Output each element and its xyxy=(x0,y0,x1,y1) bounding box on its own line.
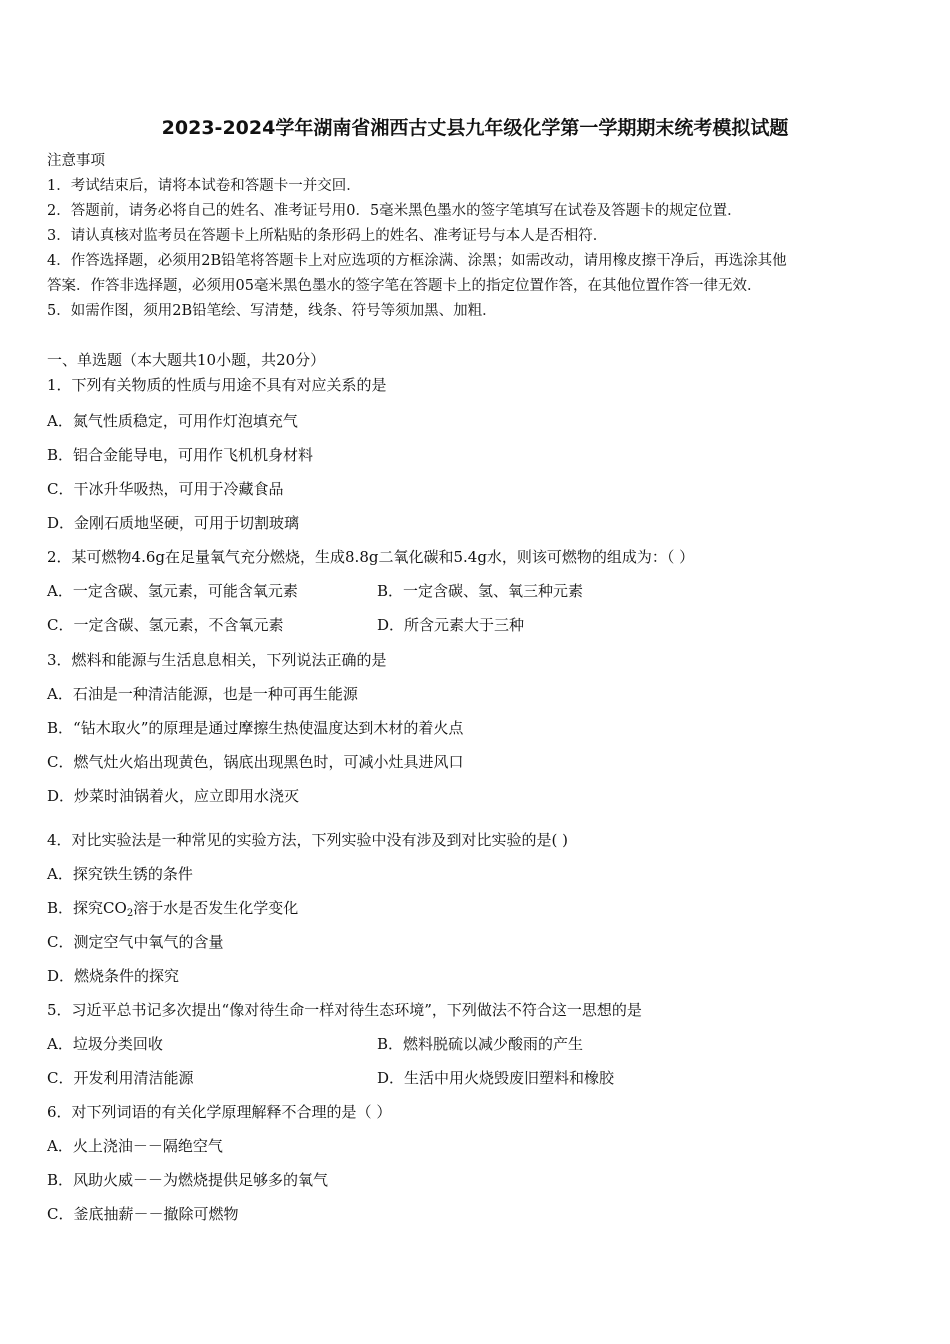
question-5-option-a: A．垃圾分类回收 xyxy=(47,1035,163,1053)
question-4-option-a: A．探究铁生锈的条件 xyxy=(47,865,193,883)
question-3-stem: 3．燃料和能源与生活息息相关，下列说法正确的是 xyxy=(47,651,387,669)
question-4-option-b-subscript: 2 xyxy=(126,908,134,919)
question-5-option-b: B．燃料脱硫以减少酸雨的产生 xyxy=(377,1035,584,1053)
question-4-stem: 4．对比实验法是一种常见的实验方法，下列实验中没有涉及到对比实验的是( ) xyxy=(47,831,569,849)
question-4-option-b xyxy=(47,898,298,918)
question-6-option-c: C．釜底抽薪－－撤除可燃物 xyxy=(47,1205,239,1223)
question-4-option-d: D．燃烧条件的探究 xyxy=(47,967,180,985)
question-3-option-c: C．燃气灶火焰出现黄色，锅底出现黑色时，可减小灶具进风口 xyxy=(47,753,464,771)
question-6-option-b: B．风助火威－－为燃烧提供足够多的氧气 xyxy=(47,1171,329,1189)
question-5-option-c: C．开发利用清洁能源 xyxy=(47,1069,194,1087)
notice-item-4: 4．作答选择题，必须用2B铅笔将答题卡上对应选项的方框涂满、涂黑；如需改动，请用橡皮擦干净后，再选涂其他 xyxy=(47,253,787,269)
question-5-stem: 5．习近平总书记多次提出“像对待生命一样对待生态环境”，下列做法不符合这一思想的是 xyxy=(47,1001,642,1019)
question-5-option-d: D．生活中用火烧毁废旧塑料和橡胶 xyxy=(377,1069,615,1087)
notice-item-3: 3．请认真核对监考员在答题卡上所粘贴的条形码上的姓名、准考证号与本人是否相符． xyxy=(47,228,608,244)
question-3-option-d: D．炒菜时油锅着火，应立即用水浇灭 xyxy=(47,787,300,805)
notice-item-5: 5．如需作图，须用2B铅笔绘、写清楚，线条、符号等须加黑、加粗． xyxy=(47,303,497,319)
notice-item-1: 1．考试结束后，请将本试卷和答题卡一并交回． xyxy=(47,178,361,194)
notice-item-2: 2．答题前，请务必将自己的姓名、准考证号用0．5毫米黑色墨水的签字笔填写在试卷及答题卡的规定位置． xyxy=(47,203,742,219)
question-2-option-a: A．一定含碳、氢元素，可能含氧元素 xyxy=(47,582,298,600)
question-1-option-d: D．金刚石质地坚硬，可用于切割玻璃 xyxy=(47,514,300,532)
question-6-option-a: A．火上浇油－－隔绝空气 xyxy=(47,1137,223,1155)
question-3-option-a: A．石油是一种清洁能源，也是一种可再生能源 xyxy=(47,685,358,703)
question-4-option-c: C．测定空气中氧气的含量 xyxy=(47,933,224,951)
question-2-stem: 2．某可燃物4.6g在足量氧气充分燃烧，生成8.8g二氧化碳和5.4g水，则该可燃物的组成为：（ ） xyxy=(47,548,695,566)
section-heading: 一、单选题（本大题共10小题，共20分） xyxy=(47,351,326,369)
question-1-option-a: A．氮气性质稳定，可用作灯泡填充气 xyxy=(47,412,298,430)
question-4-option-b-rest: 溶于水是否发生化学变化 xyxy=(133,899,299,917)
question-2-option-d: D．所含元素大于三种 xyxy=(377,616,525,634)
question-6-stem: 6．对下列词语的有关化学原理解释不合理的是（ ） xyxy=(47,1103,392,1121)
notice-heading: 注意事项 xyxy=(47,153,105,169)
question-1-stem: 1．下列有关物质的性质与用途不具有对应关系的是 xyxy=(47,376,387,394)
question-1-option-c: C．干冰升华吸热，可用于冷藏食品 xyxy=(47,480,284,498)
notice-item-4-cont: 答案．作答非选择题，必须用05毫米黑色墨水的签字笔在答题卡上的指定位置作答，在其他位置作答一律无效． xyxy=(47,278,762,294)
question-2-option-c: C．一定含碳、氢元素，不含氧元素 xyxy=(47,616,284,634)
question-1-option-b: B．铝合金能导电，可用作飞机机身材料 xyxy=(47,446,314,464)
page-title: 2023-2024学年湖南省湘西古丈县九年级化学第一学期期末统考模拟试题 xyxy=(161,117,789,139)
question-2-option-b: B．一定含碳、氢、氧三种元素 xyxy=(377,582,584,600)
question-3-option-b: B．“钻木取火”的原理是通过摩擦生热使温度达到木材的着火点 xyxy=(47,719,464,737)
question-4-option-b-text: B．探究CO xyxy=(47,899,127,917)
